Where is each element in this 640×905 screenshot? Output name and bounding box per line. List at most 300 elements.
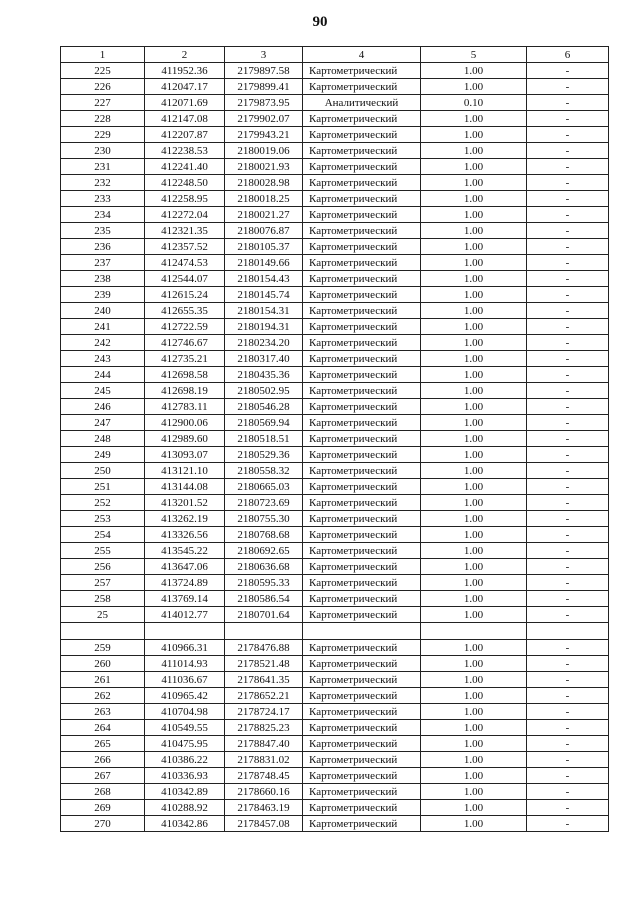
point-number-cell: 225 <box>61 63 145 79</box>
table-row <box>61 383 609 399</box>
description-cell: - <box>527 271 609 287</box>
y-coordinate-cell: 2180149.66 <box>225 255 303 271</box>
accuracy-cell: 0.10 <box>421 95 527 111</box>
y-coordinate-cell: 2180768.68 <box>225 527 303 543</box>
description-cell: - <box>527 816 609 832</box>
x-coordinate-cell: 412698.19 <box>145 383 225 399</box>
point-number-cell: 246 <box>61 399 145 415</box>
accuracy-cell: 1.00 <box>421 607 527 623</box>
point-number-cell: 261 <box>61 672 145 688</box>
y-coordinate-cell: 2180569.94 <box>225 415 303 431</box>
table-header-row <box>61 47 609 63</box>
point-number-cell: 226 <box>61 79 145 95</box>
table-row <box>61 143 609 159</box>
description-cell: - <box>527 656 609 672</box>
point-number-cell: 260 <box>61 656 145 672</box>
description-cell: - <box>527 367 609 383</box>
x-coordinate-cell: 411952.36 <box>145 63 225 79</box>
description-cell: - <box>527 255 609 271</box>
description-cell: - <box>527 223 609 239</box>
method-cell: Картометрический <box>303 303 421 319</box>
table-row <box>61 688 609 704</box>
y-coordinate-cell: 2180692.65 <box>225 543 303 559</box>
accuracy-cell <box>421 623 527 640</box>
x-coordinate-cell: 412248.50 <box>145 175 225 191</box>
description-cell: - <box>527 335 609 351</box>
table-row <box>61 127 609 143</box>
accuracy-cell: 1.00 <box>421 591 527 607</box>
point-number-cell: 237 <box>61 255 145 271</box>
x-coordinate-cell: 413121.10 <box>145 463 225 479</box>
point-number-cell: 263 <box>61 704 145 720</box>
method-cell: Картометрический <box>303 784 421 800</box>
point-number-cell: 254 <box>61 527 145 543</box>
table-row <box>61 816 609 832</box>
accuracy-cell: 1.00 <box>421 367 527 383</box>
accuracy-cell: 1.00 <box>421 79 527 95</box>
method-cell: Картометрический <box>303 271 421 287</box>
accuracy-cell: 1.00 <box>421 784 527 800</box>
description-cell: - <box>527 495 609 511</box>
y-coordinate-cell: 2179899.41 <box>225 79 303 95</box>
method-cell: Картометрический <box>303 768 421 784</box>
method-cell: Картометрический <box>303 63 421 79</box>
description-cell: - <box>527 399 609 415</box>
description-cell: - <box>527 511 609 527</box>
x-coordinate-cell: 410288.92 <box>145 800 225 816</box>
point-number-cell: 269 <box>61 800 145 816</box>
description-cell: - <box>527 287 609 303</box>
method-cell: Картометрический <box>303 431 421 447</box>
table-row <box>61 591 609 607</box>
accuracy-cell: 1.00 <box>421 688 527 704</box>
column-header: 6 <box>527 47 609 63</box>
table-row <box>61 575 609 591</box>
accuracy-cell: 1.00 <box>421 640 527 656</box>
x-coordinate-cell: 413545.22 <box>145 543 225 559</box>
x-coordinate-cell: 410475.95 <box>145 736 225 752</box>
method-cell: Картометрический <box>303 575 421 591</box>
point-number-cell: 249 <box>61 447 145 463</box>
x-coordinate-cell: 410342.86 <box>145 816 225 832</box>
accuracy-cell: 1.00 <box>421 656 527 672</box>
point-number-cell: 247 <box>61 415 145 431</box>
description-cell: - <box>527 191 609 207</box>
table-row <box>61 704 609 720</box>
x-coordinate-cell: 412900.06 <box>145 415 225 431</box>
point-number-cell: 239 <box>61 287 145 303</box>
x-coordinate-cell: 412258.95 <box>145 191 225 207</box>
accuracy-cell: 1.00 <box>421 415 527 431</box>
x-coordinate-cell: 413724.89 <box>145 575 225 591</box>
point-number-cell: 251 <box>61 479 145 495</box>
method-cell: Картометрический <box>303 463 421 479</box>
y-coordinate-cell: 2180021.93 <box>225 159 303 175</box>
x-coordinate-cell: 410386.22 <box>145 752 225 768</box>
method-cell: Картометрический <box>303 159 421 175</box>
y-coordinate-cell: 2180021.27 <box>225 207 303 223</box>
table-row <box>61 191 609 207</box>
table-row <box>61 543 609 559</box>
point-number-cell: 234 <box>61 207 145 223</box>
method-cell: Картометрический <box>303 511 421 527</box>
x-coordinate-cell: 412783.11 <box>145 399 225 415</box>
x-coordinate-cell: 412238.53 <box>145 143 225 159</box>
point-number-cell: 233 <box>61 191 145 207</box>
method-cell: Картометрический <box>303 495 421 511</box>
x-coordinate-cell: 412207.87 <box>145 127 225 143</box>
table-row <box>61 463 609 479</box>
table-row <box>61 415 609 431</box>
y-coordinate-cell: 2180723.69 <box>225 495 303 511</box>
accuracy-cell: 1.00 <box>421 399 527 415</box>
point-number-cell: 244 <box>61 367 145 383</box>
table-row <box>61 447 609 463</box>
y-coordinate-cell: 2180194.31 <box>225 319 303 335</box>
x-coordinate-cell: 412735.21 <box>145 351 225 367</box>
y-coordinate-cell: 2180076.87 <box>225 223 303 239</box>
y-coordinate-cell: 2180558.32 <box>225 463 303 479</box>
description-cell: - <box>527 752 609 768</box>
table-row <box>61 255 609 271</box>
accuracy-cell: 1.00 <box>421 768 527 784</box>
accuracy-cell: 1.00 <box>421 351 527 367</box>
point-number-cell: 258 <box>61 591 145 607</box>
y-coordinate-cell: 2180502.95 <box>225 383 303 399</box>
accuracy-cell: 1.00 <box>421 239 527 255</box>
table-row <box>61 768 609 784</box>
page-number: 90 <box>312 14 328 30</box>
column-header: 5 <box>421 47 527 63</box>
x-coordinate-cell: 412047.17 <box>145 79 225 95</box>
description-cell: - <box>527 175 609 191</box>
y-coordinate-cell: 2179902.07 <box>225 111 303 127</box>
y-coordinate-cell: 2180019.06 <box>225 143 303 159</box>
accuracy-cell: 1.00 <box>421 335 527 351</box>
method-cell: Картометрический <box>303 175 421 191</box>
x-coordinate-cell: 410342.89 <box>145 784 225 800</box>
accuracy-cell: 1.00 <box>421 704 527 720</box>
y-coordinate-cell: 2180518.51 <box>225 431 303 447</box>
accuracy-cell: 1.00 <box>421 191 527 207</box>
point-number-cell: 243 <box>61 351 145 367</box>
point-number-cell: 230 <box>61 143 145 159</box>
y-coordinate-cell: 2180636.68 <box>225 559 303 575</box>
y-coordinate-cell: 2178652.21 <box>225 688 303 704</box>
point-number-cell: 250 <box>61 463 145 479</box>
x-coordinate-cell: 413093.07 <box>145 447 225 463</box>
accuracy-cell: 1.00 <box>421 431 527 447</box>
point-number-cell: 245 <box>61 383 145 399</box>
point-number-cell: 253 <box>61 511 145 527</box>
description-cell: - <box>527 704 609 720</box>
method-cell: Картометрический <box>303 335 421 351</box>
method-cell: Картометрический <box>303 688 421 704</box>
description-cell: - <box>527 559 609 575</box>
method-cell: Картометрический <box>303 816 421 832</box>
table-row <box>61 95 609 111</box>
description-cell: - <box>527 111 609 127</box>
table-row <box>61 239 609 255</box>
point-number-cell: 265 <box>61 736 145 752</box>
point-number-cell: 257 <box>61 575 145 591</box>
point-number-cell: 255 <box>61 543 145 559</box>
x-coordinate-cell: 413144.08 <box>145 479 225 495</box>
accuracy-cell: 1.00 <box>421 319 527 335</box>
description-cell: - <box>527 79 609 95</box>
y-coordinate-cell: 2178748.45 <box>225 768 303 784</box>
y-coordinate-cell: 2180546.28 <box>225 399 303 415</box>
table-row <box>61 367 609 383</box>
y-coordinate-cell: 2179873.95 <box>225 95 303 111</box>
x-coordinate-cell: 413769.14 <box>145 591 225 607</box>
description-cell: - <box>527 159 609 175</box>
point-number-cell <box>61 623 145 640</box>
accuracy-cell: 1.00 <box>421 271 527 287</box>
table-row <box>61 223 609 239</box>
accuracy-cell: 1.00 <box>421 159 527 175</box>
description-cell: - <box>527 575 609 591</box>
accuracy-cell: 1.00 <box>421 543 527 559</box>
accuracy-cell: 1.00 <box>421 383 527 399</box>
method-cell: Картометрический <box>303 415 421 431</box>
description-cell: - <box>527 415 609 431</box>
y-coordinate-cell: 2180154.31 <box>225 303 303 319</box>
description-cell: - <box>527 239 609 255</box>
accuracy-cell: 1.00 <box>421 287 527 303</box>
point-number-cell: 232 <box>61 175 145 191</box>
description-cell: - <box>527 784 609 800</box>
x-coordinate-cell: 412474.53 <box>145 255 225 271</box>
point-number-cell: 241 <box>61 319 145 335</box>
method-cell: Аналитический <box>303 95 421 111</box>
point-number-cell: 252 <box>61 495 145 511</box>
y-coordinate-cell: 2180154.43 <box>225 271 303 287</box>
method-cell: Картометрический <box>303 527 421 543</box>
y-coordinate-cell: 2180595.33 <box>225 575 303 591</box>
x-coordinate-cell: 412544.07 <box>145 271 225 287</box>
accuracy-cell: 1.00 <box>421 127 527 143</box>
point-number-cell: 228 <box>61 111 145 127</box>
table-row <box>61 351 609 367</box>
y-coordinate-cell: 2178463.19 <box>225 800 303 816</box>
accuracy-cell: 1.00 <box>421 479 527 495</box>
method-cell: Картометрический <box>303 79 421 95</box>
table-row <box>61 319 609 335</box>
x-coordinate-cell: 412241.40 <box>145 159 225 175</box>
point-number-cell: 25 <box>61 607 145 623</box>
point-number-cell: 242 <box>61 335 145 351</box>
table-row <box>61 175 609 191</box>
table-row <box>61 672 609 688</box>
accuracy-cell: 1.00 <box>421 511 527 527</box>
table-row <box>61 207 609 223</box>
accuracy-cell: 1.00 <box>421 463 527 479</box>
description-cell: - <box>527 688 609 704</box>
table-row <box>61 720 609 736</box>
x-coordinate-cell: 411014.93 <box>145 656 225 672</box>
description-cell: - <box>527 95 609 111</box>
method-cell: Картометрический <box>303 543 421 559</box>
description-cell: - <box>527 463 609 479</box>
description-cell: - <box>527 143 609 159</box>
method-cell: Картометрический <box>303 287 421 303</box>
method-cell: Картометрический <box>303 127 421 143</box>
x-coordinate-cell: 412147.08 <box>145 111 225 127</box>
x-coordinate-cell: 412746.67 <box>145 335 225 351</box>
x-coordinate-cell: 412655.35 <box>145 303 225 319</box>
description-cell: - <box>527 768 609 784</box>
y-coordinate-cell <box>225 623 303 640</box>
method-cell: Картометрический <box>303 111 421 127</box>
accuracy-cell: 1.00 <box>421 255 527 271</box>
accuracy-cell: 1.00 <box>421 816 527 832</box>
table-row <box>61 623 609 640</box>
description-cell: - <box>527 640 609 656</box>
method-cell: Картометрический <box>303 800 421 816</box>
x-coordinate-cell: 410549.55 <box>145 720 225 736</box>
description-cell: - <box>527 431 609 447</box>
description-cell: - <box>527 319 609 335</box>
x-coordinate-cell: 414012.77 <box>145 607 225 623</box>
table-row <box>61 431 609 447</box>
accuracy-cell: 1.00 <box>421 800 527 816</box>
y-coordinate-cell: 2179943.21 <box>225 127 303 143</box>
x-coordinate-cell: 412722.59 <box>145 319 225 335</box>
table-body <box>61 63 609 832</box>
point-number-cell: 227 <box>61 95 145 111</box>
accuracy-cell: 1.00 <box>421 143 527 159</box>
description-cell: - <box>527 127 609 143</box>
method-cell: Картометрический <box>303 207 421 223</box>
point-number-cell: 248 <box>61 431 145 447</box>
y-coordinate-cell: 2180145.74 <box>225 287 303 303</box>
table-row <box>61 736 609 752</box>
method-cell: Картометрический <box>303 399 421 415</box>
x-coordinate-cell: 412071.69 <box>145 95 225 111</box>
description-cell: - <box>527 720 609 736</box>
column-header: 1 <box>61 47 145 63</box>
description-cell: - <box>527 383 609 399</box>
method-cell: Картометрический <box>303 383 421 399</box>
method-cell: Картометрический <box>303 640 421 656</box>
y-coordinate-cell: 2178660.16 <box>225 784 303 800</box>
method-cell: Картометрический <box>303 704 421 720</box>
description-cell: - <box>527 672 609 688</box>
description-cell: - <box>527 63 609 79</box>
x-coordinate-cell: 412698.58 <box>145 367 225 383</box>
y-coordinate-cell: 2180755.30 <box>225 511 303 527</box>
point-number-cell: 235 <box>61 223 145 239</box>
table-row <box>61 527 609 543</box>
x-coordinate-cell: 413262.19 <box>145 511 225 527</box>
accuracy-cell: 1.00 <box>421 495 527 511</box>
point-number-cell: 238 <box>61 271 145 287</box>
y-coordinate-cell: 2180665.03 <box>225 479 303 495</box>
method-cell: Картометрический <box>303 239 421 255</box>
accuracy-cell: 1.00 <box>421 111 527 127</box>
description-cell: - <box>527 800 609 816</box>
y-coordinate-cell: 2180018.25 <box>225 191 303 207</box>
method-cell: Картометрический <box>303 559 421 575</box>
x-coordinate-cell: 413647.06 <box>145 559 225 575</box>
description-cell <box>527 623 609 640</box>
point-number-cell: 268 <box>61 784 145 800</box>
table-row <box>61 479 609 495</box>
x-coordinate-cell: 412989.60 <box>145 431 225 447</box>
method-cell: Картометрический <box>303 720 421 736</box>
method-cell: Картометрический <box>303 479 421 495</box>
table-row <box>61 287 609 303</box>
method-cell: Картометрический <box>303 319 421 335</box>
point-number-cell: 262 <box>61 688 145 704</box>
description-cell: - <box>527 527 609 543</box>
method-cell: Картометрический <box>303 143 421 159</box>
x-coordinate-cell: 412615.24 <box>145 287 225 303</box>
description-cell: - <box>527 207 609 223</box>
y-coordinate-cell: 2180529.36 <box>225 447 303 463</box>
description-cell: - <box>527 543 609 559</box>
table-row <box>61 111 609 127</box>
accuracy-cell: 1.00 <box>421 223 527 239</box>
y-coordinate-cell: 2178831.02 <box>225 752 303 768</box>
x-coordinate-cell: 410966.31 <box>145 640 225 656</box>
accuracy-cell: 1.00 <box>421 63 527 79</box>
method-cell <box>303 623 421 640</box>
table-row <box>61 79 609 95</box>
accuracy-cell: 1.00 <box>421 720 527 736</box>
y-coordinate-cell: 2180317.40 <box>225 351 303 367</box>
accuracy-cell: 1.00 <box>421 527 527 543</box>
description-cell: - <box>527 591 609 607</box>
method-cell: Картометрический <box>303 447 421 463</box>
x-coordinate-cell: 410965.42 <box>145 688 225 704</box>
method-cell: Картометрический <box>303 672 421 688</box>
method-cell: Картометрический <box>303 607 421 623</box>
y-coordinate-cell: 2180435.36 <box>225 367 303 383</box>
table-row <box>61 656 609 672</box>
table-row <box>61 303 609 319</box>
y-coordinate-cell: 2178521.48 <box>225 656 303 672</box>
method-cell: Картометрический <box>303 656 421 672</box>
y-coordinate-cell: 2178641.35 <box>225 672 303 688</box>
description-cell: - <box>527 736 609 752</box>
accuracy-cell: 1.00 <box>421 303 527 319</box>
table-row <box>61 159 609 175</box>
point-number-cell: 240 <box>61 303 145 319</box>
table-row <box>61 784 609 800</box>
accuracy-cell: 1.00 <box>421 207 527 223</box>
y-coordinate-cell: 2180234.20 <box>225 335 303 351</box>
accuracy-cell: 1.00 <box>421 447 527 463</box>
y-coordinate-cell: 2178476.88 <box>225 640 303 656</box>
description-cell: - <box>527 303 609 319</box>
x-coordinate-cell: 413201.52 <box>145 495 225 511</box>
table-row <box>61 495 609 511</box>
point-number-cell: 259 <box>61 640 145 656</box>
x-coordinate-cell: 410704.98 <box>145 704 225 720</box>
table-row <box>61 511 609 527</box>
table-row <box>61 752 609 768</box>
x-coordinate-cell: 412357.52 <box>145 239 225 255</box>
x-coordinate-cell: 413326.56 <box>145 527 225 543</box>
table-row <box>61 800 609 816</box>
y-coordinate-cell: 2180105.37 <box>225 239 303 255</box>
column-header: 4 <box>303 47 421 63</box>
description-cell: - <box>527 479 609 495</box>
y-coordinate-cell: 2180701.64 <box>225 607 303 623</box>
y-coordinate-cell: 2178847.40 <box>225 736 303 752</box>
